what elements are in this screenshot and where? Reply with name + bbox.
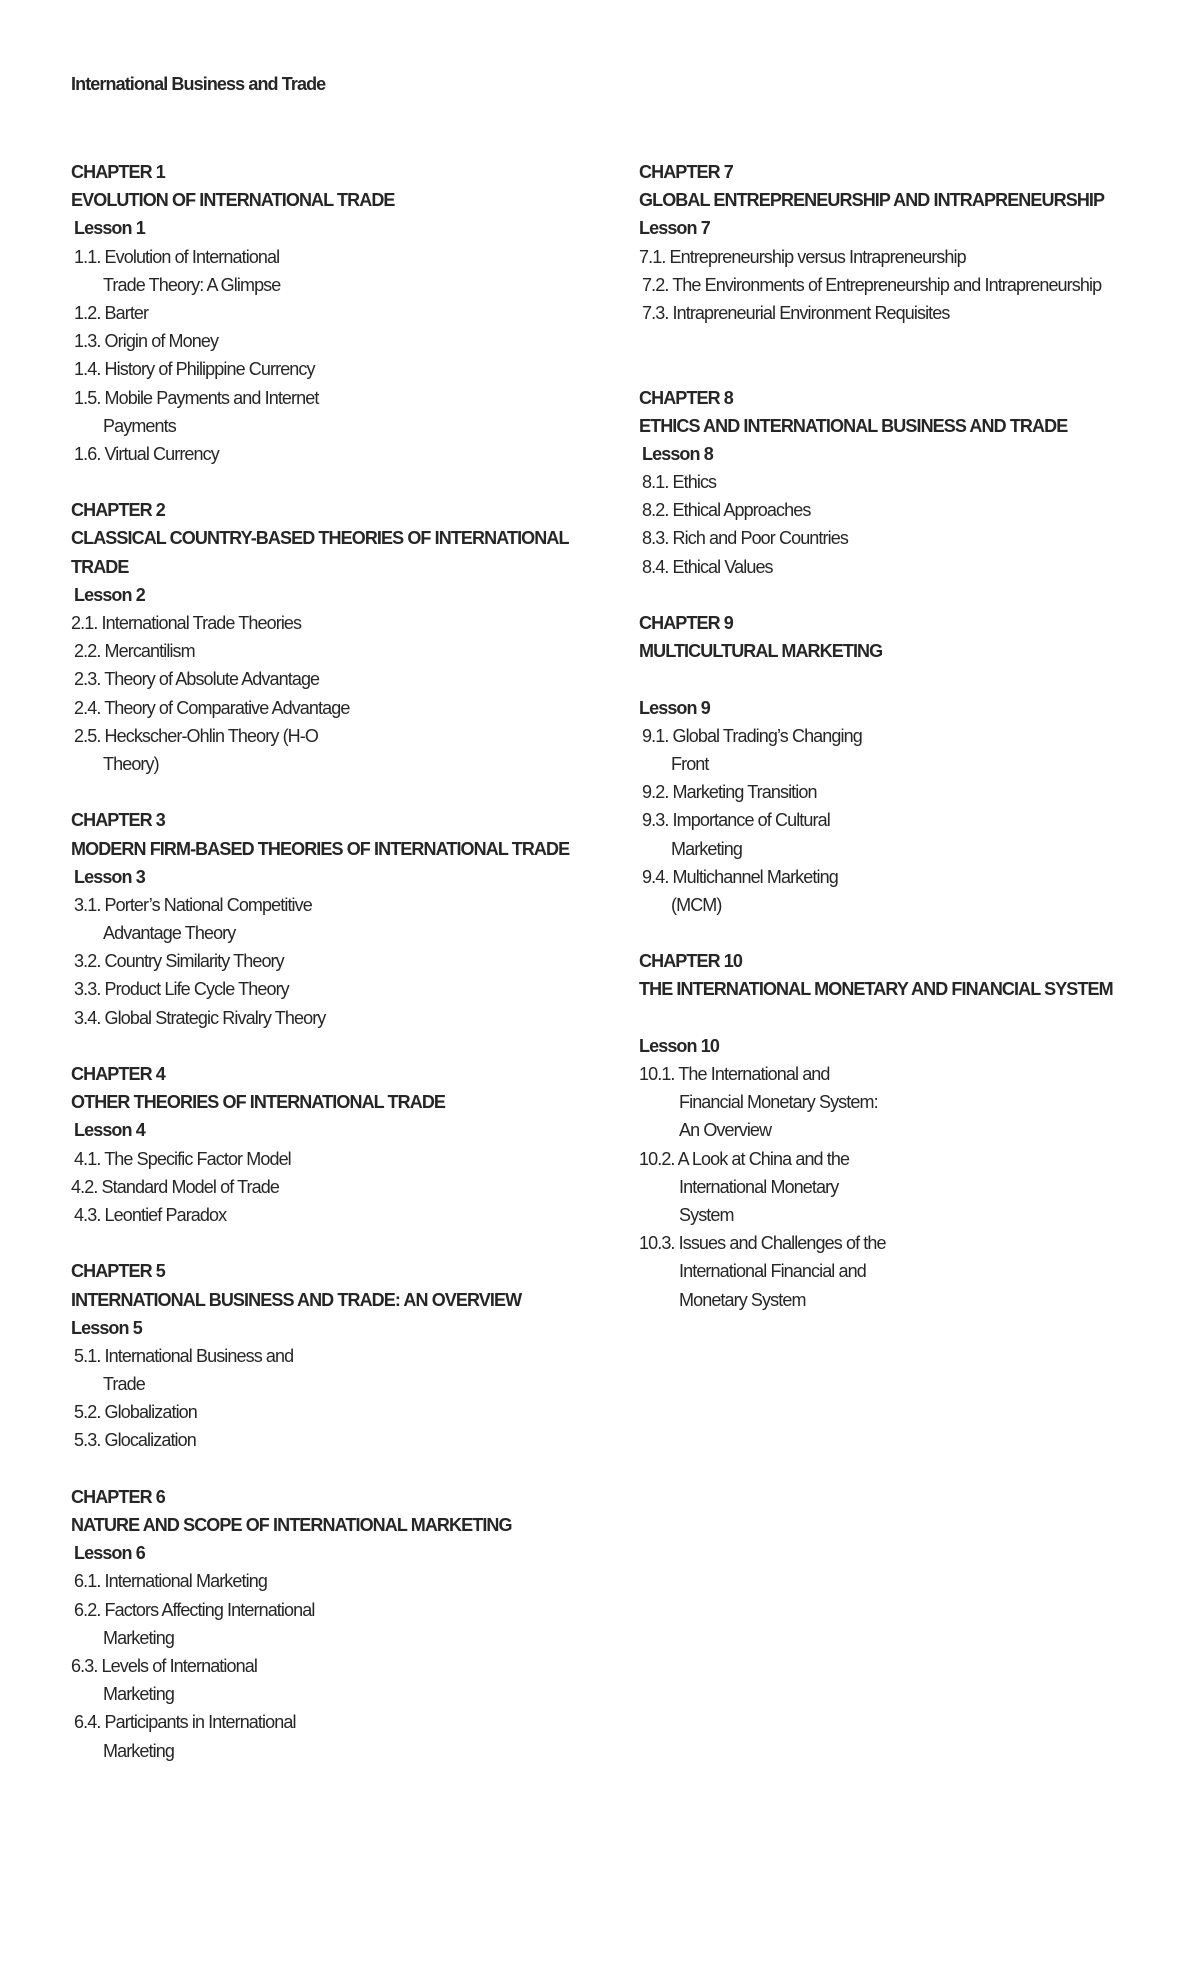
toc-entry: 1.5. Mobile Payments and Internet [74,387,319,408]
toc-entry: 9.3. Importance of Cultural [642,810,830,831]
toc-entry: 1.3. Origin of Money [74,331,219,352]
lesson-heading: Lesson 2 [74,584,145,605]
toc-entry: 1.4. History of Philippine Currency [74,359,315,380]
spacer [639,355,1179,383]
toc-entry: 10.2. A Look at China and the [639,1148,850,1169]
toc-entry: International Monetary [679,1176,839,1197]
spacer [639,327,1179,355]
lesson-heading: Lesson 6 [74,1543,145,1564]
spacer [639,581,1179,609]
toc-entry: 3.4. Global Strategic Rivalry Theory [74,1007,326,1028]
toc-entry: 2.3. Theory of Absolute Advantage [74,669,320,690]
toc-entry: 5.1. International Business and [74,1345,294,1366]
spacer [639,1004,1179,1032]
toc-entry: 3.3. Product Life Cycle Theory [74,979,289,1000]
toc-entry: 10.1. The International and [639,1064,830,1084]
toc-entry: Marketing [103,1627,174,1648]
toc-entry: 4.3. Leontief Paradox [74,1204,227,1225]
chapter-title: EVOLUTION OF INTERNATIONAL TRADE [71,190,395,211]
chapter-number: CHAPTER 5 [71,1261,165,1282]
toc-entry: 2.4. Theory of Comparative Advantage [74,697,350,718]
toc-entry: 2.5. Heckscher-Ohlin Theory (H-O [74,725,318,746]
toc-entry: 5.2. Globalization [74,1402,197,1423]
toc-entry: 8.1. Ethics [642,472,717,493]
toc-entry: Marketing [103,1684,174,1705]
toc-entry: 7.3. Intrapreneurial Environment Requisites [642,302,950,323]
chapter-number: CHAPTER 3 [71,810,165,831]
toc-entry: 1.1. Evolution of International [74,246,280,267]
toc-entry: Payments [103,415,176,436]
chapter-title: INTERNATIONAL BUSINESS AND TRADE: AN OVERVIEW [71,1289,522,1310]
toc-entry: Theory) [103,753,159,774]
toc-entry: Trade Theory: A Glimpse [103,274,281,295]
toc-entry: 2.1. International Trade Theories [71,613,302,633]
toc-entry: 1.2. Barter [74,302,149,323]
toc-entry: 8.2. Ethical Approaches [642,500,811,521]
spacer [71,1229,591,1257]
chapter-title: THE INTERNATIONAL MONETARY AND FINANCIAL SYSTEM [639,979,1113,1000]
toc-entry: 3.1. Porter’s National Competitive [74,894,312,915]
spacer [71,468,591,496]
chapter-title: MODERN FIRM-BASED THEORIES OF INTERNATIONAL TRADE [71,838,570,859]
spacer [71,778,591,806]
chapter-title: OTHER THEORIES OF INTERNATIONAL TRADE [71,1092,446,1113]
chapter-number: CHAPTER 7 [639,162,733,182]
toc-entry: International Financial and [679,1261,866,1282]
toc-entry: Marketing [103,1740,174,1761]
chapter-title: NATURE AND SCOPE OF INTERNATIONAL MARKETING [71,1515,512,1535]
toc-entry: Advantage Theory [103,923,236,944]
toc-entry: 6.3. Levels of International [71,1655,257,1676]
toc-entry: 9.1. Global Trading’s Changing [642,725,862,746]
toc-entry: Trade [103,1374,145,1395]
chapter-number: CHAPTER 4 [71,1064,165,1084]
toc-entry: 7.2. The Environments of Entrepreneurship and Intrapreneurship [642,274,1102,295]
lesson-heading: Lesson 1 [74,218,145,239]
spacer [639,665,1179,693]
toc-entry: 6.2. Factors Affecting International [74,1599,315,1620]
toc-entry: (MCM) [671,894,722,915]
lesson-heading: Lesson 10 [639,1035,719,1056]
toc-entry: Front [671,753,709,774]
toc-entry: Marketing [671,838,742,859]
chapter-number: CHAPTER 6 [71,1486,165,1507]
toc-entry: System [679,1204,734,1225]
toc-left-column [71,158,591,1765]
toc-entry: 3.2. Country Similarity Theory [74,951,284,972]
toc-entry: Monetary System [679,1289,806,1310]
lesson-heading: Lesson 8 [642,443,713,464]
chapter-number: CHAPTER 8 [639,387,733,408]
toc-entry: 10.3. Issues and Challenges of the [639,1233,886,1254]
lesson-heading: Lesson 5 [71,1317,142,1338]
lesson-heading: Lesson 9 [639,697,710,718]
toc-entry: 8.4. Ethical Values [642,556,773,577]
lesson-heading: Lesson 4 [74,1120,145,1141]
spacer [639,919,1179,947]
document-title: International Business and Trade [71,74,326,94]
chapter-title: ETHICS AND INTERNATIONAL BUSINESS AND TRADE [639,415,1068,436]
toc-entry: 4.1. The Specific Factor Model [74,1148,291,1169]
toc-entry: 8.3. Rich and Poor Countries [642,528,848,549]
lesson-heading: Lesson 3 [74,866,145,887]
chapter-title: MULTICULTURAL MARKETING [639,641,883,662]
toc-entry: 2.2. Mercantilism [74,641,195,662]
toc-entry: 7.1. Entrepreneurship versus Intrapreneurship [639,246,966,267]
toc-entry: An Overview [679,1120,772,1141]
chapter-number: CHAPTER 1 [71,162,165,182]
chapter-title: GLOBAL ENTREPRENEURSHIP AND INTRAPRENEURSHIP [639,190,1105,211]
toc-entry: 9.4. Multichannel Marketing [642,866,838,887]
toc-entry: Financial Monetary System: [679,1092,878,1113]
lesson-heading: Lesson 7 [639,218,710,239]
chapter-number: CHAPTER 9 [639,613,733,633]
chapter-number: CHAPTER 10 [639,951,743,972]
toc-entry: 9.2. Marketing Transition [642,782,817,803]
toc-entry: 6.4. Participants in International [74,1712,296,1733]
toc-entry: 6.1. International Marketing [74,1571,267,1592]
chapter-title: TRADE [71,556,129,577]
toc-entry: 4.2. Standard Model of Trade [71,1176,279,1197]
toc-entry: 1.6. Virtual Currency [74,443,219,464]
spacer [71,1032,591,1060]
toc-right-column [639,158,1179,1314]
spacer [71,1455,591,1483]
chapter-number: CHAPTER 2 [71,500,165,521]
toc-entry: 5.3. Glocalization [74,1430,196,1451]
chapter-title: CLASSICAL COUNTRY-BASED THEORIES OF INTERNATIONAL [71,528,569,549]
